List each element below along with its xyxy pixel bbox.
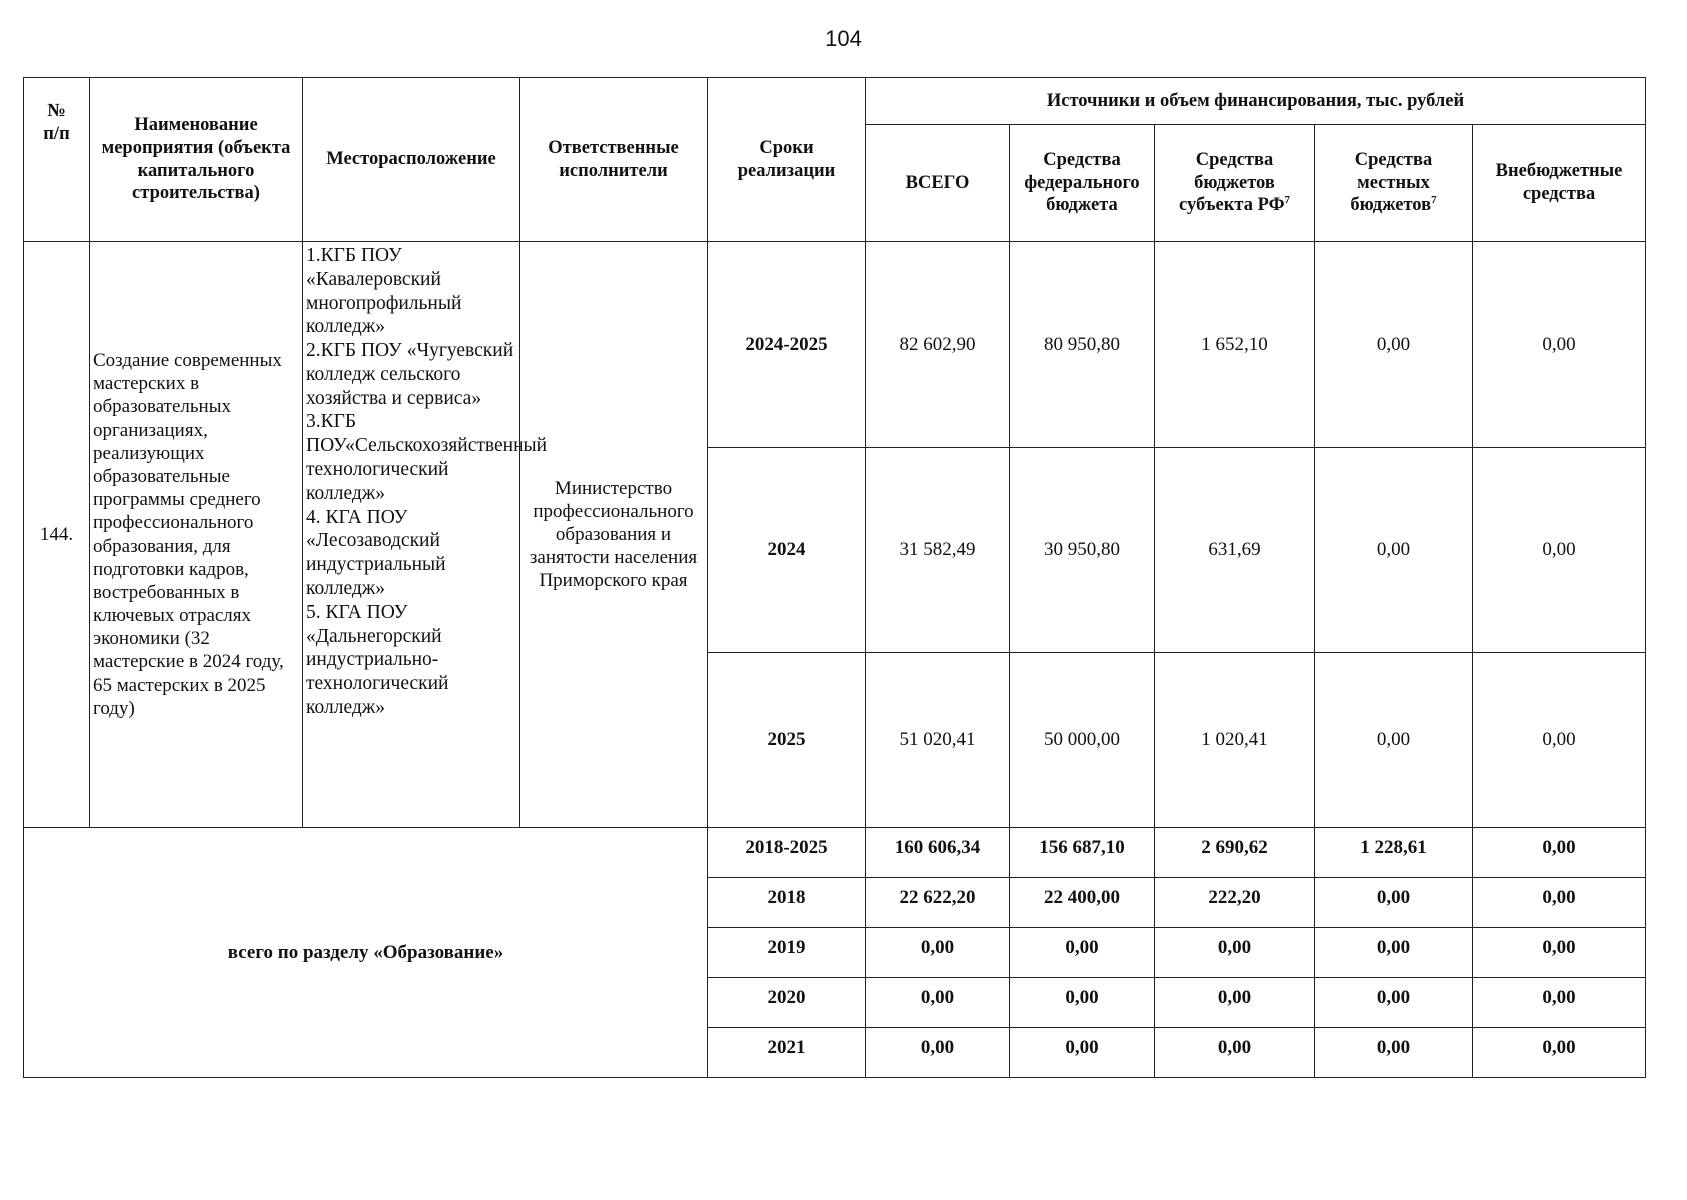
total-extra: 0,00 bbox=[1473, 828, 1646, 878]
header-responsible: Ответственные исполнители bbox=[520, 78, 708, 242]
total-federal: 0,00 bbox=[1010, 928, 1155, 978]
item-subject: 1 020,41 bbox=[1155, 653, 1315, 828]
item-row bbox=[24, 242, 1646, 448]
total-extra: 0,00 bbox=[1473, 878, 1646, 928]
item-name: Создание современных мастерских в образовательных организациях, реализующих образовательные программы среднего профессионального образования, для подготовки кадров, востребованных в ключевых отраслях экономики (32 мастерские в 2024 году, 65 мастерских в 2025 году) bbox=[90, 242, 303, 828]
total-row bbox=[24, 828, 1646, 878]
item-extra: 0,00 bbox=[1473, 448, 1646, 653]
financing-table bbox=[23, 77, 1646, 1078]
item-term: 2024-2025 bbox=[708, 242, 866, 448]
header-subject-footnote: 7 bbox=[1284, 194, 1290, 207]
total-local: 0,00 bbox=[1315, 978, 1473, 1028]
item-term: 2025 bbox=[708, 653, 866, 828]
total-extra: 0,00 bbox=[1473, 1028, 1646, 1078]
total-federal: 156 687,10 bbox=[1010, 828, 1155, 878]
page-number: 104 bbox=[825, 26, 862, 51]
header-subject-label: Средства бюджетов субъекта РФ bbox=[1179, 150, 1285, 216]
total-subject: 222,20 bbox=[1155, 878, 1315, 928]
header-name: Наименование мероприятия (объекта капитального строительства) bbox=[90, 78, 303, 242]
total-subject: 2 690,62 bbox=[1155, 828, 1315, 878]
item-total: 31 582,49 bbox=[866, 448, 1010, 653]
total-total: 0,00 bbox=[866, 928, 1010, 978]
item-total: 82 602,90 bbox=[866, 242, 1010, 448]
total-federal: 0,00 bbox=[1010, 978, 1155, 1028]
total-local: 0,00 bbox=[1315, 928, 1473, 978]
item-federal: 30 950,80 bbox=[1010, 448, 1155, 653]
item-location: 1.КГБ ПОУ «Кавалеровский многопрофильный колледж» 2.КГБ ПОУ «Чугуевский колледж сельского хозяйства и сервиса» 3.КГБ ПОУ«Сельскохозяйственный технологический колледж» 4. КГА ПОУ «Лесозаводский индустриальный колледж» 5. КГА ПОУ «Дальнегорский индустриально-технологический колледж» bbox=[303, 242, 520, 828]
total-total: 22 622,20 bbox=[866, 878, 1010, 928]
total-local: 1 228,61 bbox=[1315, 828, 1473, 878]
item-extra: 0,00 bbox=[1473, 653, 1646, 828]
total-federal: 22 400,00 bbox=[1010, 878, 1155, 928]
header-local-footnote: 7 bbox=[1431, 194, 1437, 207]
total-local: 0,00 bbox=[1315, 878, 1473, 928]
total-term: 2018-2025 bbox=[708, 828, 866, 878]
item-responsible: Министерство профессионального образования и занятости населения Приморского края bbox=[520, 242, 708, 828]
total-local: 0,00 bbox=[1315, 1028, 1473, 1078]
header-num: № п/п bbox=[24, 78, 90, 242]
total-term: 2020 bbox=[708, 978, 866, 1028]
total-subject: 0,00 bbox=[1155, 1028, 1315, 1078]
item-term: 2024 bbox=[708, 448, 866, 653]
header-funding-group: Источники и объем финансирования, тыс. рублей bbox=[866, 78, 1646, 125]
header-subject bbox=[1155, 125, 1315, 242]
item-total: 51 020,41 bbox=[866, 653, 1010, 828]
total-extra: 0,00 bbox=[1473, 928, 1646, 978]
header-local-label: Средства местных бюджетов bbox=[1350, 150, 1433, 216]
total-extra: 0,00 bbox=[1473, 978, 1646, 1028]
total-total: 0,00 bbox=[866, 978, 1010, 1028]
header-extra: Внебюджетные средства bbox=[1473, 125, 1646, 242]
total-total: 0,00 bbox=[866, 1028, 1010, 1078]
header-federal: Средства федерального бюджета bbox=[1010, 125, 1155, 242]
header-total: ВСЕГО bbox=[866, 125, 1010, 242]
item-num: 144. bbox=[24, 242, 90, 828]
header-location: Месторасположение bbox=[303, 78, 520, 242]
item-local: 0,00 bbox=[1315, 653, 1473, 828]
section-total-label: всего по разделу «Образование» bbox=[24, 828, 708, 1078]
item-local: 0,00 bbox=[1315, 448, 1473, 653]
header-local bbox=[1315, 125, 1473, 242]
item-subject: 1 652,10 bbox=[1155, 242, 1315, 448]
item-subject: 631,69 bbox=[1155, 448, 1315, 653]
item-federal: 80 950,80 bbox=[1010, 242, 1155, 448]
total-federal: 0,00 bbox=[1010, 1028, 1155, 1078]
item-federal: 50 000,00 bbox=[1010, 653, 1155, 828]
header-terms: Сроки реализации bbox=[708, 78, 866, 242]
total-total: 160 606,34 bbox=[866, 828, 1010, 878]
item-extra: 0,00 bbox=[1473, 242, 1646, 448]
item-local: 0,00 bbox=[1315, 242, 1473, 448]
total-subject: 0,00 bbox=[1155, 928, 1315, 978]
total-subject: 0,00 bbox=[1155, 978, 1315, 1028]
total-term: 2021 bbox=[708, 1028, 866, 1078]
total-term: 2018 bbox=[708, 878, 866, 928]
total-term: 2019 bbox=[708, 928, 866, 978]
